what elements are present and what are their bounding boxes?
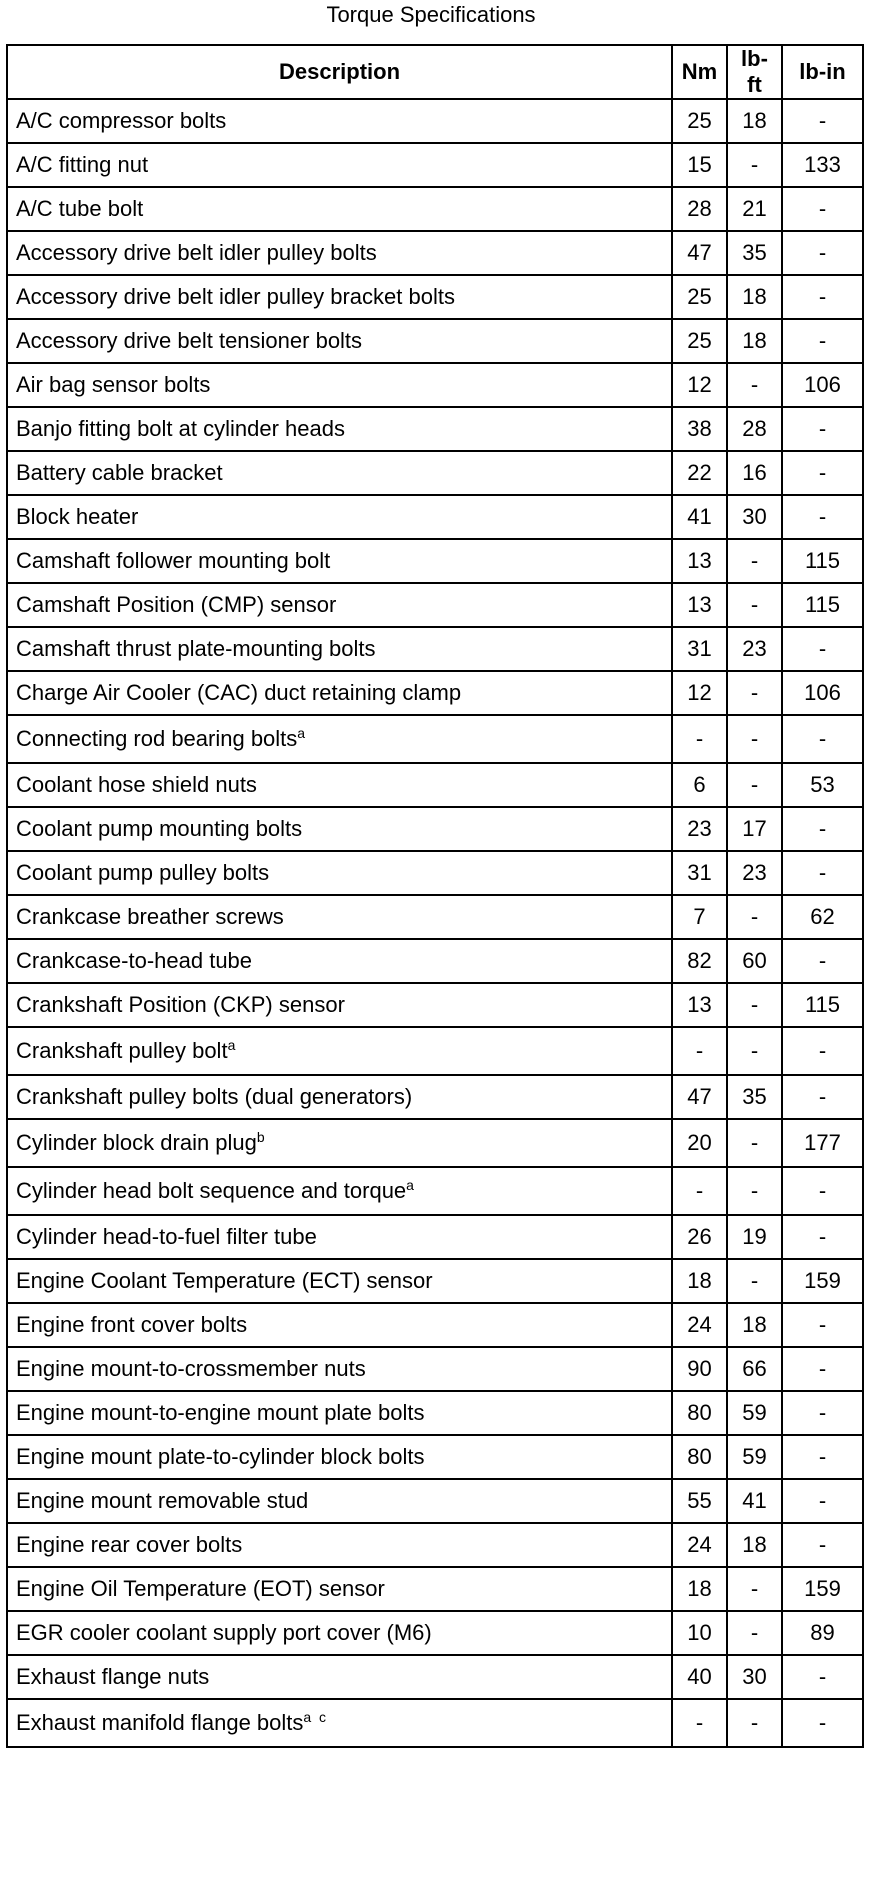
cell-nm: 38 — [672, 407, 727, 451]
cell-description — [7, 363, 672, 407]
cell-lbft: - — [727, 143, 782, 187]
table-row — [7, 1567, 863, 1611]
cell-lbft: 23 — [727, 627, 782, 671]
cell-lbin: - — [782, 231, 863, 275]
table-row — [7, 1611, 863, 1655]
cell-nm: 41 — [672, 495, 727, 539]
table-row — [7, 319, 863, 363]
footnote-marker: a c — [303, 1709, 326, 1725]
description-text: Engine Oil Temperature (EOT) sensor — [16, 1576, 385, 1601]
table-row — [7, 1655, 863, 1699]
cell-lbin: - — [782, 407, 863, 451]
table-caption: Torque Specifications — [326, 2, 536, 27]
footnote-marker: b — [256, 1129, 265, 1145]
cell-lbft: 21 — [727, 187, 782, 231]
cell-lbft: - — [727, 1027, 782, 1075]
cell-lbft: 60 — [727, 939, 782, 983]
cell-lbft: 59 — [727, 1435, 782, 1479]
table-row — [7, 763, 863, 807]
cell-lbin: 177 — [782, 1119, 863, 1167]
cell-lbft: 23 — [727, 851, 782, 895]
cell-nm: 31 — [672, 851, 727, 895]
description-text: Crankcase-to-head tube — [16, 948, 253, 973]
cell-description — [7, 1075, 672, 1119]
cell-lbft: - — [727, 715, 782, 763]
cell-lbin: - — [782, 1215, 863, 1259]
cell-description — [7, 807, 672, 851]
cell-description — [7, 1303, 672, 1347]
cell-lbin: 115 — [782, 539, 863, 583]
cell-lbft: 18 — [727, 319, 782, 363]
cell-lbin: 106 — [782, 671, 863, 715]
cell-nm: 82 — [672, 939, 727, 983]
cell-lbin: - — [782, 1303, 863, 1347]
cell-lbin: - — [782, 807, 863, 851]
cell-nm: 25 — [672, 99, 727, 143]
cell-lbft: - — [727, 895, 782, 939]
cell-description — [7, 1435, 672, 1479]
cell-lbin: - — [782, 851, 863, 895]
cell-description — [7, 1347, 672, 1391]
cell-lbin: - — [782, 1027, 863, 1075]
cell-lbin: - — [782, 1391, 863, 1435]
description-text: Banjo fitting bolt at cylinder heads — [16, 416, 345, 441]
description-text: Battery cable bracket — [16, 460, 223, 485]
table-row — [7, 1391, 863, 1435]
cell-lbft: - — [727, 1167, 782, 1215]
table-row — [7, 807, 863, 851]
cell-nm: - — [672, 1027, 727, 1075]
cell-nm: 18 — [672, 1567, 727, 1611]
cell-lbin: 106 — [782, 363, 863, 407]
table-row — [7, 275, 863, 319]
cell-lbft: 35 — [727, 1075, 782, 1119]
cell-lbin: - — [782, 99, 863, 143]
cell-lbft: - — [727, 539, 782, 583]
table-row — [7, 1303, 863, 1347]
table-row — [7, 407, 863, 451]
header-row — [7, 45, 863, 99]
cell-lbft: - — [727, 1699, 782, 1747]
description-text: Exhaust manifold flange bolts — [16, 1710, 304, 1735]
cell-lbin: - — [782, 1435, 863, 1479]
table-row — [7, 363, 863, 407]
cell-description — [7, 1611, 672, 1655]
cell-description — [7, 763, 672, 807]
cell-nm: 13 — [672, 539, 727, 583]
table-row — [7, 715, 863, 763]
cell-nm: 22 — [672, 451, 727, 495]
description-text: EGR cooler coolant supply port cover (M6) — [16, 1620, 432, 1645]
cell-nm: 40 — [672, 1655, 727, 1699]
cell-lbin: - — [782, 275, 863, 319]
cell-lbin: 159 — [782, 1567, 863, 1611]
table-row — [7, 187, 863, 231]
cell-nm: 6 — [672, 763, 727, 807]
cell-description — [7, 319, 672, 363]
table-row — [7, 1479, 863, 1523]
header-lbin: lb-in — [782, 45, 863, 99]
cell-lbin: - — [782, 939, 863, 983]
table-row — [7, 1215, 863, 1259]
table-row — [7, 1075, 863, 1119]
cell-nm: 18 — [672, 1259, 727, 1303]
table-row — [7, 99, 863, 143]
cell-lbft: 28 — [727, 407, 782, 451]
cell-nm: 7 — [672, 895, 727, 939]
cell-nm: 26 — [672, 1215, 727, 1259]
cell-lbin: 115 — [782, 983, 863, 1027]
cell-lbin: 159 — [782, 1259, 863, 1303]
cell-description — [7, 983, 672, 1027]
table-row — [7, 583, 863, 627]
cell-nm: 20 — [672, 1119, 727, 1167]
cell-description — [7, 1167, 672, 1215]
cell-lbin: - — [782, 1075, 863, 1119]
header-lbft: lb-ft — [727, 45, 782, 99]
cell-description — [7, 1479, 672, 1523]
table-row — [7, 1027, 863, 1075]
cell-nm: 13 — [672, 583, 727, 627]
cell-lbft: 18 — [727, 1303, 782, 1347]
cell-lbft: 30 — [727, 1655, 782, 1699]
description-text: Exhaust flange nuts — [16, 1664, 210, 1689]
cell-lbft: 18 — [727, 275, 782, 319]
cell-lbin: 62 — [782, 895, 863, 939]
cell-lbin: - — [782, 1479, 863, 1523]
table-row — [7, 539, 863, 583]
torque-spec-table — [6, 44, 864, 1748]
description-text: Engine mount-to-engine mount plate bolts — [16, 1400, 425, 1425]
cell-nm: 28 — [672, 187, 727, 231]
description-text: Engine mount-to-crossmember nuts — [16, 1356, 366, 1381]
description-text: Charge Air Cooler (CAC) duct retaining clamp — [16, 680, 462, 705]
table-row — [7, 143, 863, 187]
description-text: Crankshaft Position (CKP) sensor — [16, 992, 345, 1017]
table-row — [7, 939, 863, 983]
cell-lbin: - — [782, 715, 863, 763]
cell-lbft: - — [727, 671, 782, 715]
cell-nm: 90 — [672, 1347, 727, 1391]
cell-description — [7, 939, 672, 983]
description-text: Cylinder head-to-fuel filter tube — [16, 1224, 317, 1249]
description-text: Camshaft Position (CMP) sensor — [16, 592, 337, 617]
cell-nm: 47 — [672, 231, 727, 275]
cell-description — [7, 1567, 672, 1611]
cell-description — [7, 583, 672, 627]
cell-lbft: 41 — [727, 1479, 782, 1523]
cell-description — [7, 1523, 672, 1567]
cell-description — [7, 187, 672, 231]
description-text: Engine rear cover bolts — [16, 1532, 243, 1557]
table-row — [7, 627, 863, 671]
description-text: Engine mount removable stud — [16, 1488, 309, 1513]
cell-description — [7, 143, 672, 187]
table-row — [7, 1259, 863, 1303]
description-text: Connecting rod bearing bolts — [16, 726, 298, 751]
cell-lbin: - — [782, 1523, 863, 1567]
cell-lbft: - — [727, 983, 782, 1027]
table-row — [7, 671, 863, 715]
table-row — [7, 1119, 863, 1167]
cell-description — [7, 1391, 672, 1435]
cell-lbft: 18 — [727, 1523, 782, 1567]
cell-lbin: 133 — [782, 143, 863, 187]
cell-description — [7, 231, 672, 275]
cell-lbin: - — [782, 1167, 863, 1215]
description-text: Accessory drive belt tensioner bolts — [16, 328, 363, 353]
cell-lbin: 53 — [782, 763, 863, 807]
description-text: Cylinder block drain plug — [16, 1130, 257, 1155]
cell-nm: 25 — [672, 319, 727, 363]
description-text: Engine Coolant Temperature (ECT) sensor — [16, 1268, 433, 1293]
cell-lbin: - — [782, 187, 863, 231]
cell-description — [7, 671, 672, 715]
table-row — [7, 895, 863, 939]
table-row — [7, 1435, 863, 1479]
cell-nm: 12 — [672, 671, 727, 715]
cell-nm: - — [672, 1167, 727, 1215]
cell-description — [7, 495, 672, 539]
description-text: Coolant pump mounting bolts — [16, 816, 303, 841]
cell-lbin: - — [782, 627, 863, 671]
footnote-marker: a — [297, 725, 306, 741]
table-row — [7, 1167, 863, 1215]
cell-lbin: - — [782, 319, 863, 363]
cell-nm: 80 — [672, 1391, 727, 1435]
description-text: A/C tube bolt — [16, 196, 144, 221]
description-text: A/C compressor bolts — [16, 108, 227, 133]
description-text: Coolant hose shield nuts — [16, 772, 257, 797]
cell-lbft: - — [727, 1567, 782, 1611]
table-row — [7, 451, 863, 495]
cell-description — [7, 407, 672, 451]
header-nm: Nm — [672, 45, 727, 99]
cell-lbin: - — [782, 1699, 863, 1747]
description-text: Block heater — [16, 504, 139, 529]
cell-description — [7, 851, 672, 895]
description-text: Crankshaft pulley bolts (dual generators) — [16, 1084, 413, 1109]
footnote-marker: a — [227, 1037, 236, 1053]
cell-nm: 25 — [672, 275, 727, 319]
cell-nm: - — [672, 1699, 727, 1747]
cell-nm: - — [672, 715, 727, 763]
cell-lbin: 89 — [782, 1611, 863, 1655]
cell-lbft: 19 — [727, 1215, 782, 1259]
table-row — [7, 231, 863, 275]
cell-nm: 80 — [672, 1435, 727, 1479]
cell-nm: 24 — [672, 1303, 727, 1347]
cell-description — [7, 539, 672, 583]
cell-lbft: - — [727, 1119, 782, 1167]
cell-lbin: - — [782, 495, 863, 539]
cell-description — [7, 1259, 672, 1303]
description-text: Engine front cover bolts — [16, 1312, 248, 1337]
cell-description — [7, 1027, 672, 1075]
table-row — [7, 1523, 863, 1567]
description-text: Camshaft follower mounting bolt — [16, 548, 331, 573]
cell-description — [7, 1655, 672, 1699]
description-text: Crankcase breather screws — [16, 904, 284, 929]
cell-nm: 12 — [672, 363, 727, 407]
cell-lbin: 115 — [782, 583, 863, 627]
cell-nm: 13 — [672, 983, 727, 1027]
cell-description — [7, 715, 672, 763]
cell-lbft: 59 — [727, 1391, 782, 1435]
cell-lbft: 35 — [727, 231, 782, 275]
cell-description — [7, 627, 672, 671]
cell-lbft: - — [727, 583, 782, 627]
cell-description — [7, 1119, 672, 1167]
cell-nm: 31 — [672, 627, 727, 671]
cell-lbin: - — [782, 451, 863, 495]
description-text: A/C fitting nut — [16, 152, 149, 177]
cell-description — [7, 895, 672, 939]
table-row — [7, 1699, 863, 1747]
cell-nm: 15 — [672, 143, 727, 187]
cell-nm: 47 — [672, 1075, 727, 1119]
cell-lbft: - — [727, 1611, 782, 1655]
table-row — [7, 851, 863, 895]
cell-description — [7, 451, 672, 495]
cell-lbft: - — [727, 363, 782, 407]
footnote-marker: a — [406, 1177, 414, 1193]
cell-lbft: 66 — [727, 1347, 782, 1391]
cell-lbft: 16 — [727, 451, 782, 495]
cell-lbft: - — [727, 763, 782, 807]
table-row — [7, 1347, 863, 1391]
cell-nm: 10 — [672, 1611, 727, 1655]
cell-nm: 24 — [672, 1523, 727, 1567]
description-text: Cylinder head bolt sequence and torque — [16, 1178, 407, 1203]
cell-lbft: - — [727, 1259, 782, 1303]
cell-nm: 55 — [672, 1479, 727, 1523]
description-text: Engine mount plate-to-cylinder block bolts — [16, 1444, 425, 1469]
cell-lbft: 30 — [727, 495, 782, 539]
cell-lbin: - — [782, 1347, 863, 1391]
header-description: Description — [7, 45, 672, 99]
table-row — [7, 983, 863, 1027]
cell-description — [7, 1215, 672, 1259]
description-text: Air bag sensor bolts — [16, 372, 211, 397]
description-text: Camshaft thrust plate-mounting bolts — [16, 636, 376, 661]
cell-description — [7, 275, 672, 319]
table-row — [7, 495, 863, 539]
cell-lbft: 17 — [727, 807, 782, 851]
cell-lbin: - — [782, 1655, 863, 1699]
cell-nm: 23 — [672, 807, 727, 851]
cell-description — [7, 99, 672, 143]
cell-lbft: 18 — [727, 99, 782, 143]
cell-description — [7, 1699, 672, 1747]
description-text: Accessory drive belt idler pulley bolts — [16, 240, 377, 265]
description-text: Accessory drive belt idler pulley bracket bolts — [16, 284, 455, 309]
description-text: Crankshaft pulley bolt — [16, 1038, 228, 1063]
description-text: Coolant pump pulley bolts — [16, 860, 270, 885]
